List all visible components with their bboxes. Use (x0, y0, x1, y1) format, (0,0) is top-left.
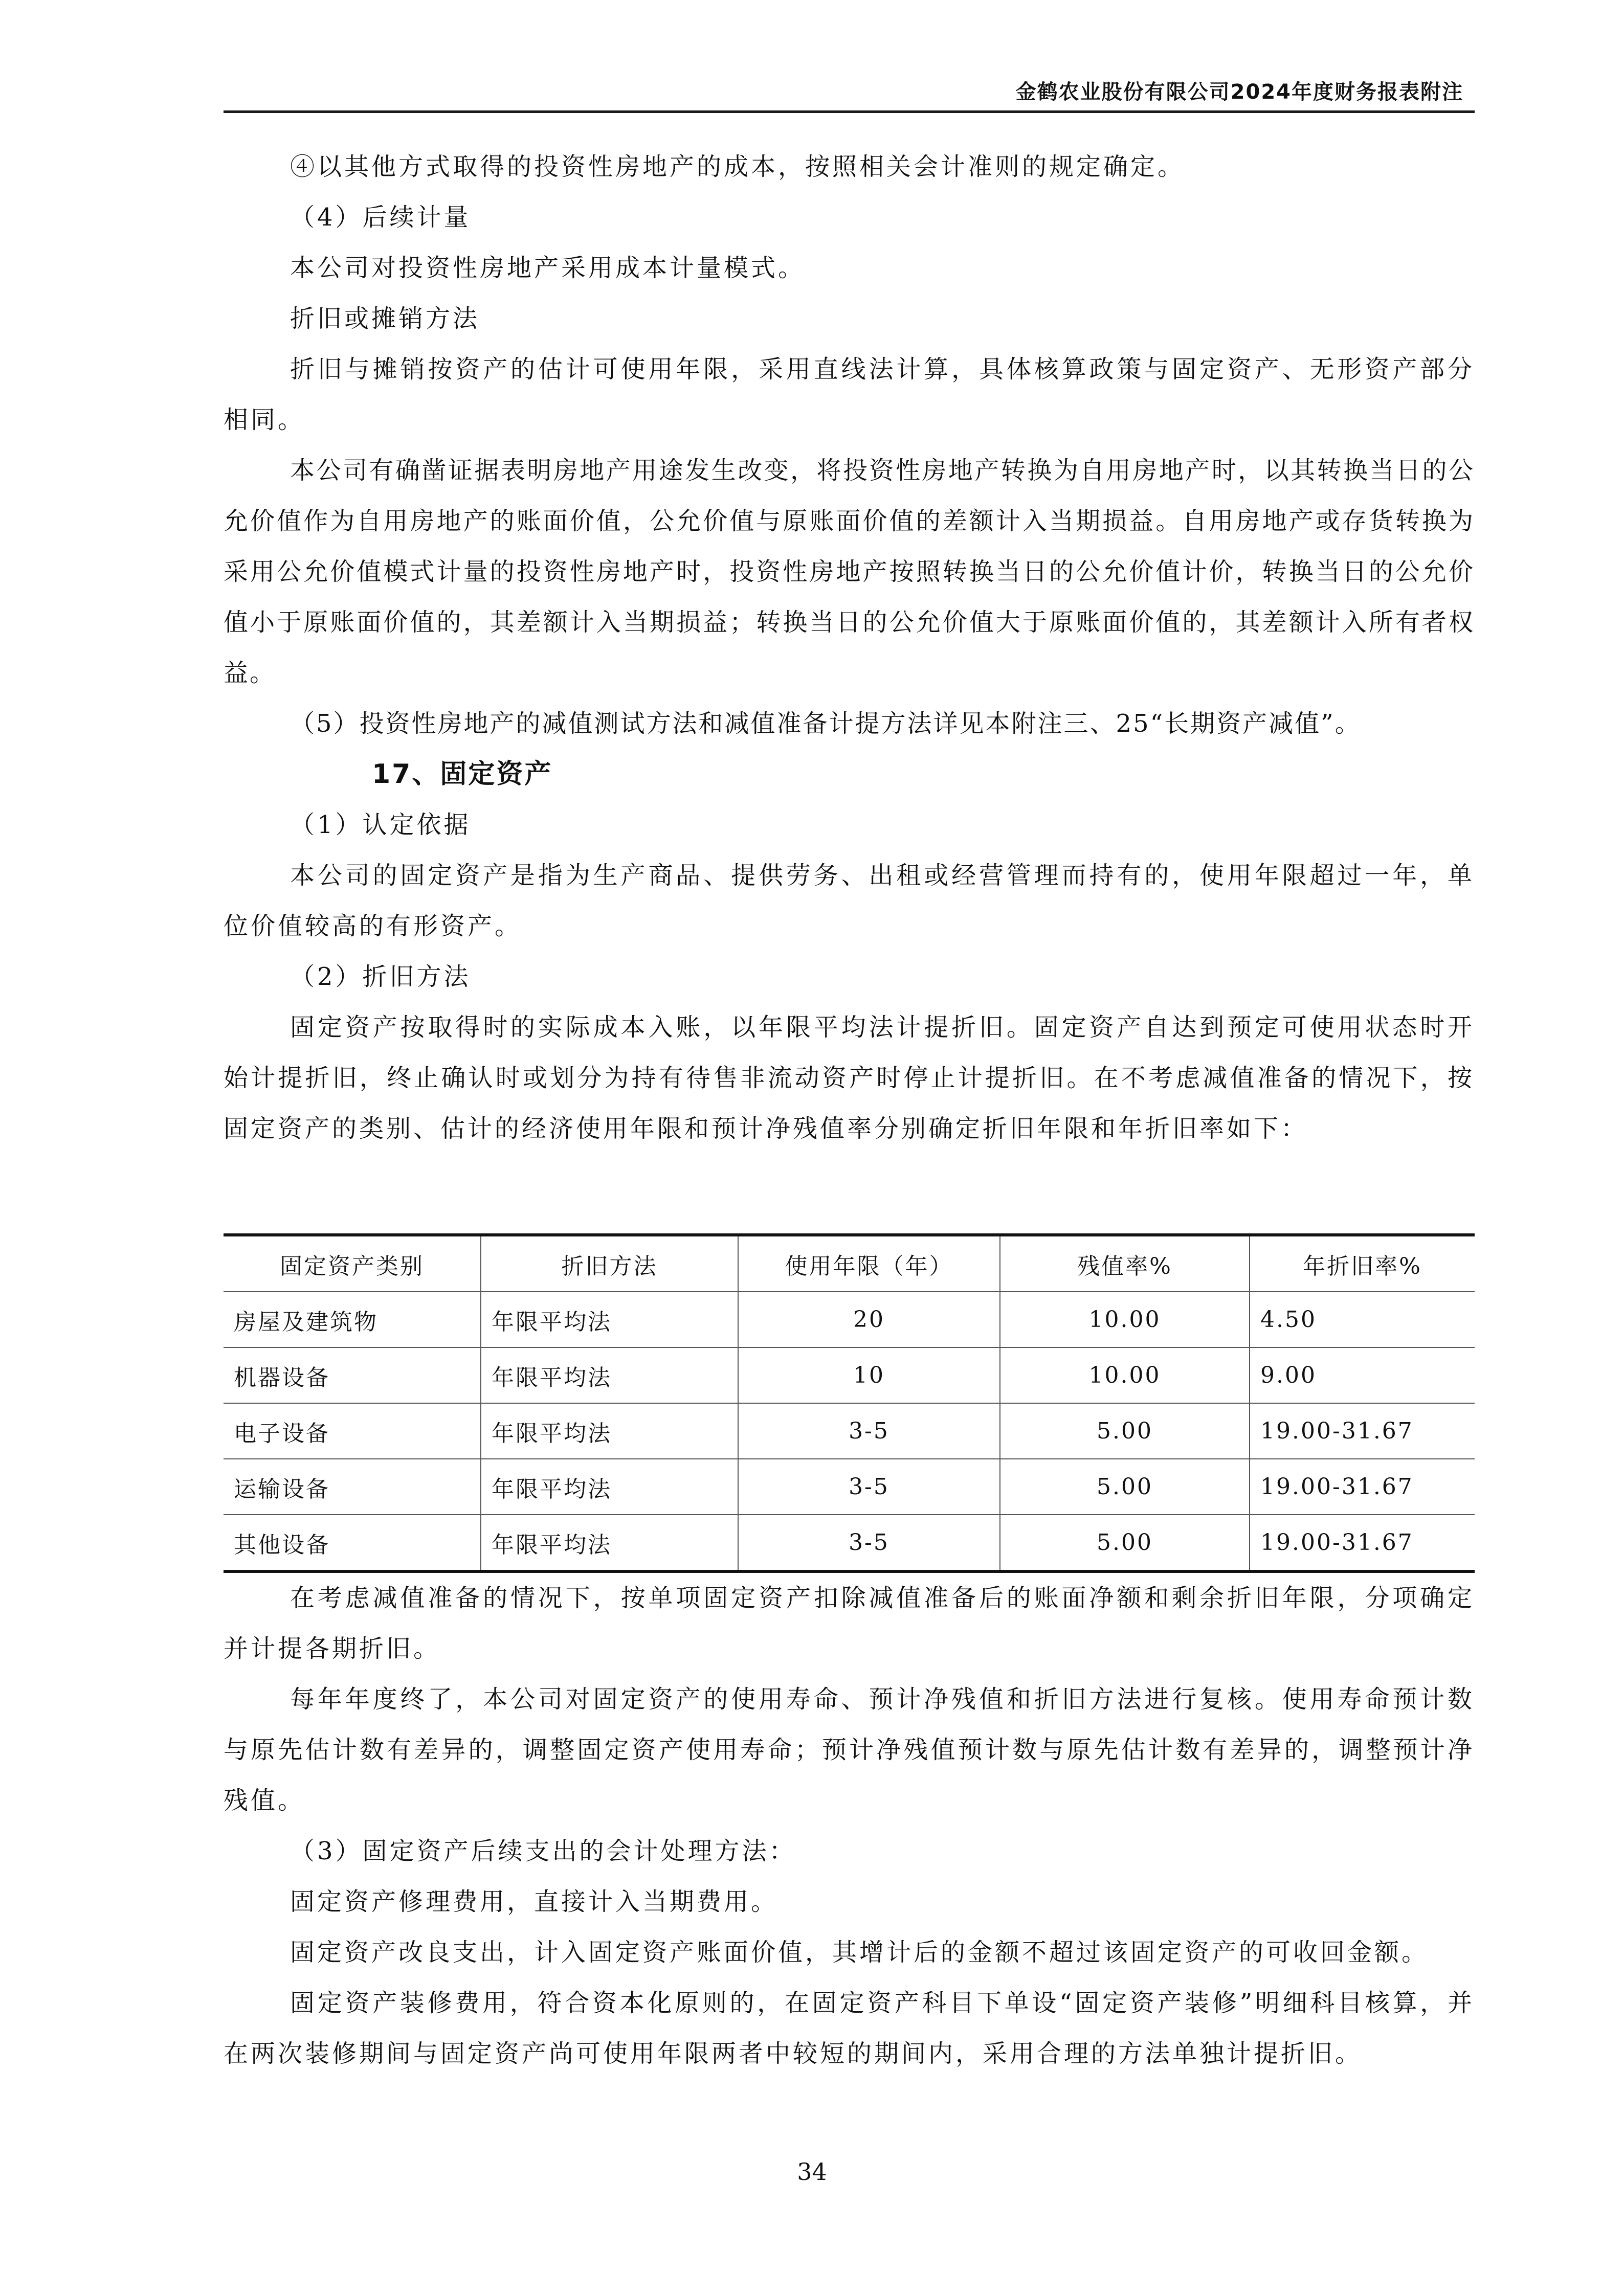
annual-rate-cell: 19.00-31.67 (1250, 1515, 1475, 1571)
paragraph-depreciation-details: 固定资产按取得时的实际成本入账，以年限平均法计提折旧。固定资产自达到预定可使用状态时开始计提折旧，终止确认时或划分为持有待售非流动资产时停止计提折旧。在不考虑减值准备的情况下，按固定资产的类别、估计的经济使用年限和预计净残值率分别确定折旧年限和年折旧率如下： (224, 1013, 1475, 1143)
section-heading-fixed-assets: 17、固定资产 (372, 759, 553, 790)
paragraph-impairment-consideration: 在考虑减值准备的情况下，按单项固定资产扣除减值准备后的账面净额和剩余折旧年限，分项确定并计提各期折旧。 (224, 1584, 1475, 1663)
paragraph-depreciation-policy: 折旧与摊销按资产的估计可使用年限，采用直线法计算，具体核算政策与固定资产、无形资产部分相同。 (224, 355, 1475, 434)
column-header: 使用年限（年） (738, 1235, 1000, 1292)
page-header (224, 66, 1475, 113)
asset-category-cell: 机器设备 (224, 1347, 481, 1403)
asset-category-cell: 电子设备 (224, 1403, 481, 1459)
useful-life-cell: 10 (738, 1347, 1000, 1403)
table-row (224, 1292, 1475, 1347)
residual-rate-cell: 5.00 (1000, 1515, 1250, 1571)
bottom-paragraphs (224, 1573, 1475, 2079)
column-header: 折旧方法 (481, 1235, 738, 1292)
residual-rate-cell: 5.00 (1000, 1403, 1250, 1459)
page-number: 34 (797, 2158, 827, 2186)
asset-category-cell: 运输设备 (224, 1459, 481, 1515)
annual-rate-cell: 19.00-31.67 (1250, 1403, 1475, 1459)
annual-rate-cell: 4.50 (1250, 1292, 1475, 1347)
annual-rate-cell: 9.00 (1250, 1347, 1475, 1403)
table-row (224, 1403, 1475, 1459)
paragraph-annual-review: 每年年度终了，本公司对固定资产的使用寿命、预计净残值和折旧方法进行复核。使用寿命预计数与原先估计数有差异的，调整固定资产使用寿命；预计净残值预计数与原先估计数有差异的，调整预计净残值。 (224, 1685, 1475, 1815)
table-header-row (224, 1235, 1475, 1292)
useful-life-cell: 20 (738, 1292, 1000, 1347)
table-row (224, 1515, 1475, 1571)
paragraph-recognition-basis: 本公司的固定资产是指为生产商品、提供劳务、出租或经营管理而持有的，使用年限超过一年，单位价值较高的有形资产。 (224, 861, 1475, 940)
paragraph-impairment-test: （5）投资性房地产的减值测试方法和减值准备计提方法详见本附注三、25“长期资产减值”。 (290, 709, 1361, 738)
column-header: 残值率% (1000, 1235, 1250, 1292)
method-cell: 年限平均法 (481, 1292, 738, 1347)
method-cell: 年限平均法 (481, 1515, 738, 1571)
annual-rate-cell: 19.00-31.67 (1250, 1459, 1475, 1515)
paragraph-conversion: 本公司有确凿证据表明房地产用途发生改变，将投资性房地产转换为自用房地产时，以其转换当日的公允价值作为自用房地产的账面价值，公允价值与原账面价值的差额计入当期损益。自用房地产或存货转换为采用公允价值模式计量的投资性房地产时，投资性房地产按照转换当日的公允价值计价，转换当日的公允价值小于原账面价值的，其差额计入当期损益；转换当日的公允价值大于原账面价值的，其差额计入所有者权益。 (224, 456, 1475, 687)
paragraph-decoration-cost: 固定资产装修费用，符合资本化原则的，在固定资产科目下单设“固定资产装修”明细科目核算，并在两次装修期间与固定资产尚可使用年限两者中较短的期间内，采用合理的方法单独计提折旧。 (224, 1989, 1475, 2068)
method-cell: 年限平均法 (481, 1347, 738, 1403)
residual-rate-cell: 5.00 (1000, 1459, 1250, 1515)
header-title: 金鹤农业股份有限公司2024年度财务报表附注 (1015, 80, 1463, 104)
useful-life-cell: 3-5 (738, 1403, 1000, 1459)
paragraph-cost-model: 本公司对投资性房地产采用成本计量模式。 (290, 254, 806, 282)
table-row (224, 1347, 1475, 1403)
method-cell: 年限平均法 (481, 1403, 738, 1459)
column-header: 年折旧率% (1250, 1235, 1475, 1292)
residual-rate-cell: 10.00 (1000, 1347, 1250, 1403)
paragraph-improvement-cost: 固定资产改良支出，计入固定资产账面价值，其增计后的金额不超过该固定资产的可收回金额。 (290, 1938, 1429, 1967)
residual-rate-cell: 10.00 (1000, 1292, 1250, 1347)
subheading-subsequent-measurement: （4）后续计量 (290, 203, 471, 232)
subheading-recognition-basis: （1）认定依据 (290, 811, 471, 839)
depreciation-table (224, 1233, 1475, 1573)
asset-category-cell: 其他设备 (224, 1515, 481, 1571)
subheading-subsequent-expenditure: （3）固定资产后续支出的会计处理方法： (290, 1837, 796, 1865)
method-cell: 年限平均法 (481, 1459, 738, 1515)
useful-life-cell: 3-5 (738, 1515, 1000, 1571)
asset-category-cell: 房屋及建筑物 (224, 1292, 481, 1347)
subheading-depreciation-method: 折旧或摊销方法 (290, 304, 480, 333)
paragraph-other-acquisition: ④以其他方式取得的投资性房地产的成本，按照相关会计准则的规定确定。 (290, 152, 1185, 181)
subheading-depreciation: （2）折旧方法 (290, 962, 471, 991)
paragraph-repair-cost: 固定资产修理费用，直接计入当期费用。 (290, 1887, 778, 1916)
useful-life-cell: 3-5 (738, 1459, 1000, 1515)
top-paragraphs (224, 142, 1475, 1154)
column-header: 固定资产类别 (224, 1235, 481, 1292)
table-row (224, 1459, 1475, 1515)
